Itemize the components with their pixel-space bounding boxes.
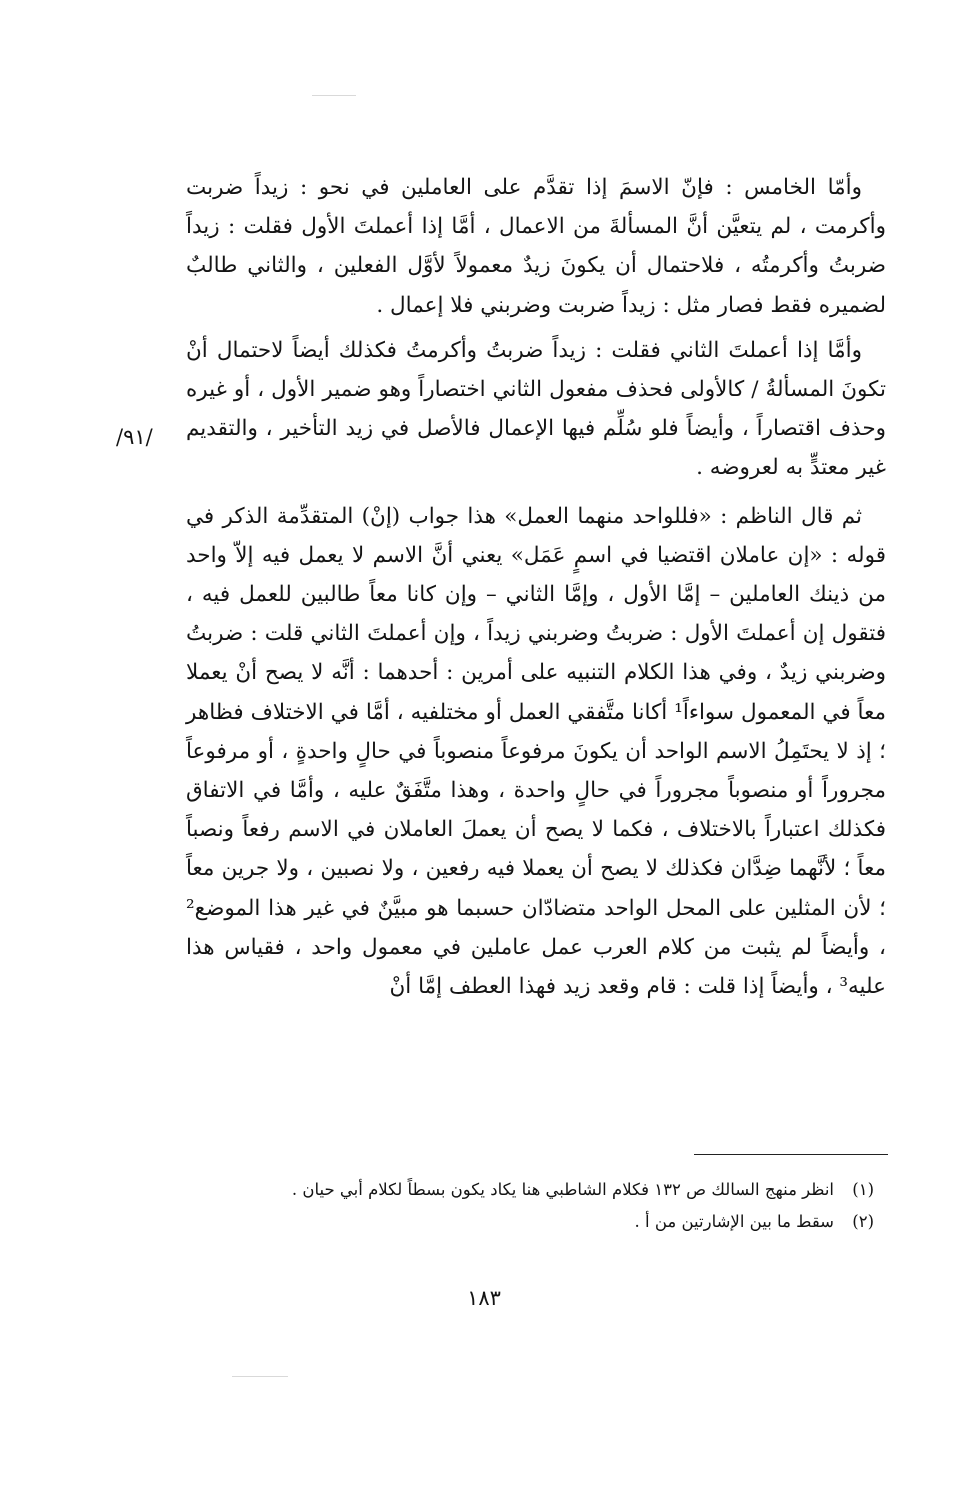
scan-artifact-line (312, 95, 356, 96)
paragraph-grammarian-quote: ثم قال الناظم : «فللواحد منهما العمل» هذا جواب (إنْ) المتقدِّمة الذكر في قوله : «إن عاملان اقتضيا في اسمٍ عَمَل» يعني أنَّ الاسم لا يعمل فيه إلاّ واحد من ذينك العاملين – إمَّا الأول ، وإمَّا الثاني – وإن كانا معاً طالبين للعمل فيه ، فتقول إن أعملتَ الأول : ضربتُ وضربني زيداً ، وإن أعملتَ الثاني قلت : ضربتُ وضربني زيدٌ ، وفي هذا الكلام التنبيه على أمرين : أحدهما : أنَّه لا يصح أنْ يعملا معاً في المعمول سواءاً¹ أكانا متَّفقي العمل أو مختلفيه ، أمَّا في الاختلاف فظاهر ؛ إذ لا يحتَمِلُ الاسم الواحد أن يكونَ مرفوعاً منصوباً في حالٍ واحدةٍ ، أو مرفوعاً مجروراً أو منصوباً مجروراً في حالٍ واحدة ، وهذا متَّفَقٌ عليه ، وأمَّا في الاتفاق فكذلك اعتباراً بالاختلاف ، فكما لا يصح أن يعملَ العاملان في الاسم رفعاً ونصباً معاً ؛ لأنَّهما ضِدَّان فكذلك لا يصح أن يعملا فيه رفعين ، ولا نصبين ، ولا جرين معاً ؛ لأن المثلين على المحل الواحد متضادّان حسبما هو مبيَّنٌ في غير هذا الموضع² ، وأيضاً لم يثبت من كلام العرب عمل عاملين في معمول واحد ، فقياس هذا عليه³ ، وأيضاً إذا قلت : قام وقعد زيد فهذا العطف إمَّا أنْ (186, 503, 886, 1000)
footnotes (186, 1174, 874, 1238)
main-text (186, 168, 886, 1006)
footnote-item (186, 1174, 874, 1206)
footnote-number: (٢) (852, 1212, 874, 1231)
footnote-item (186, 1206, 874, 1238)
footnote-number: (١) (852, 1180, 874, 1199)
scan-artifact-line (232, 1376, 288, 1377)
manuscript-page-reference: /٩١/ (116, 425, 153, 449)
paragraph-fifth-point: وأمّا الخامس : فإنّ الاسمَ إذا تقدَّم على العاملين في نحو : زيداً ضربت وأكرمت ، لم يتعيَّن أنَّ المسألةَ من الاعمال ، أمَّا إذا أعملتَ الأول فقلت : زيداً ضربتُ وأكرمتُه ، فلاحتمال أن يكونَ زيدٌ معمولاً لأوَّل الفعلين ، والثاني طالبٌ لضميره فقط فصار مثل : زيداً ضربت وضربني فلا إعمال . (186, 175, 886, 318)
page-number: ١٨٣ (467, 1286, 501, 1310)
paragraph-second-operator: وأمَّا إذا أعملتَ الثاني فقلت : زيداً ضربتُ وأكرمتُ فكذلك أيضاً لاحتمال أنْ تكونَ المسألةُ / كالأولى فحذف مفعول الثاني اختصاراً وهو ضمير الأول ، أو غيره وحذف اقتصاراً ، وأيضاً فلو سُلِّم فيها الإعمال فالأصل في زيد التأخير ، والتقديم غير معتدٍّ به لعروضه . (186, 337, 886, 481)
footnote-text: سقط ما بين الإشارتين من أ . (634, 1212, 834, 1231)
footnote-text: انظر منهج السالك ص ١٣٢ فكلام الشاطبي هنا يكاد يكون بسطاً لكلام أبي حيان . (291, 1180, 834, 1199)
footnote-separator (694, 1154, 888, 1155)
